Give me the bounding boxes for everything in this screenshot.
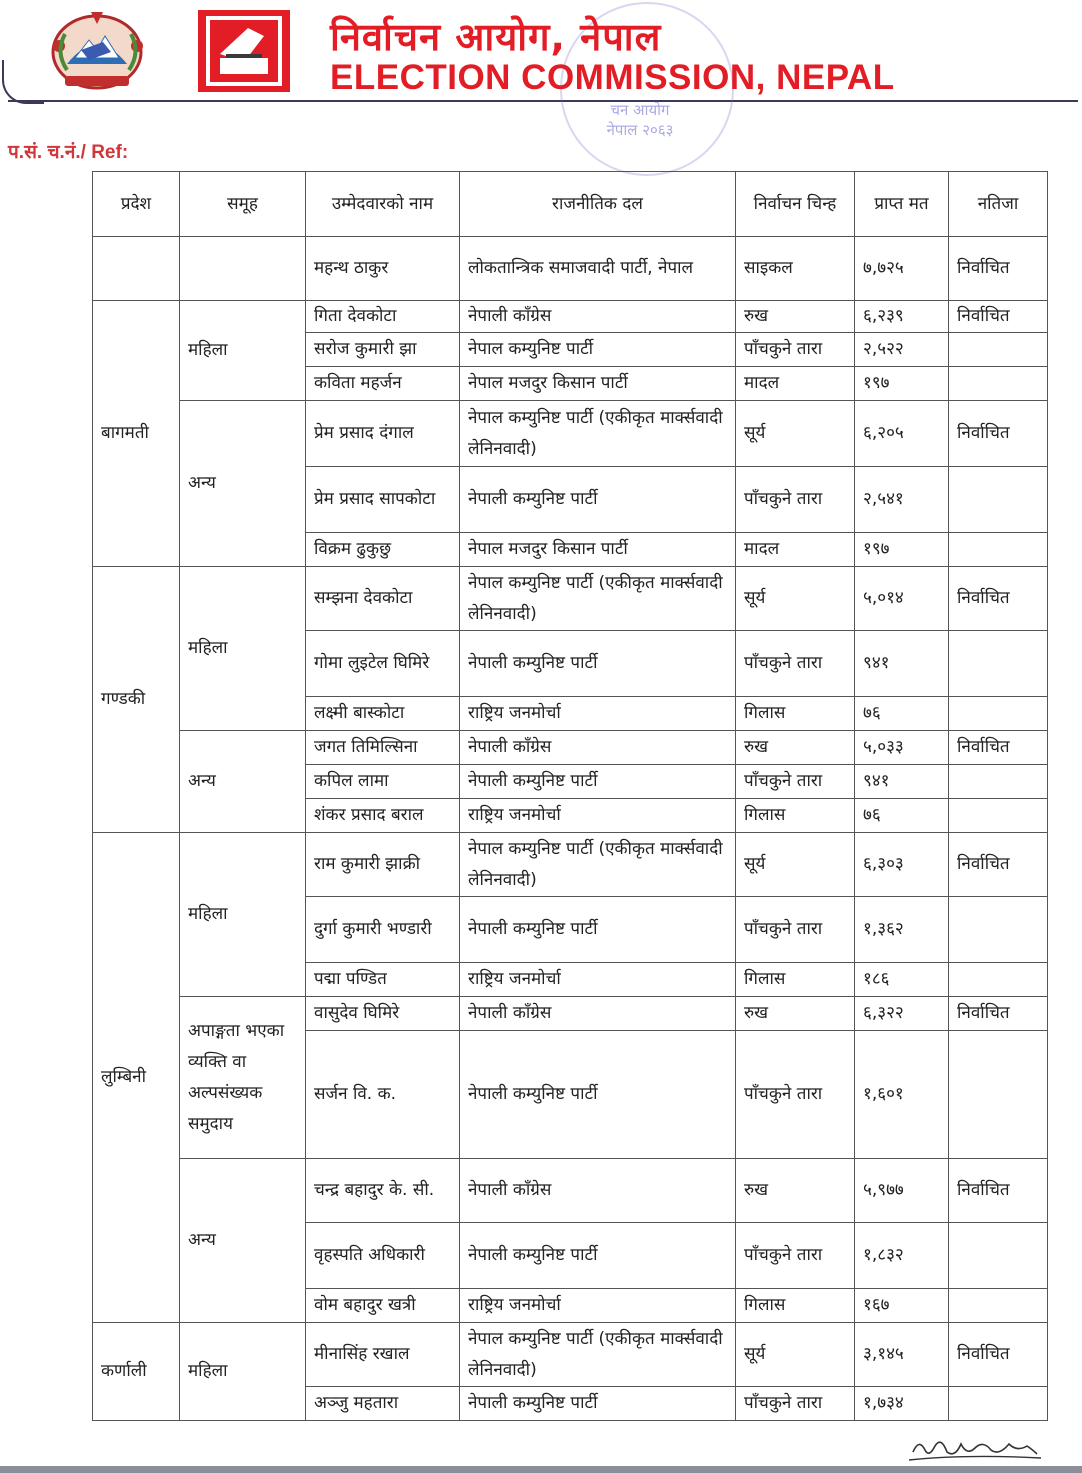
header-group: समूह	[180, 172, 306, 237]
result-cell: निर्वाचित	[949, 401, 1048, 467]
symbol-cell: पाँचकुने तारा	[736, 1387, 855, 1421]
results-table	[92, 171, 1048, 1421]
candidate-name-cell: लक्ष्मी बास्कोटा	[306, 697, 460, 731]
candidate-name-cell: अञ्जु महतारा	[306, 1387, 460, 1421]
nepal-emblem-icon	[45, 6, 150, 94]
party-cell: राष्ट्रिय जनमोर्चा	[460, 963, 736, 997]
votes-cell: २,५४१	[855, 467, 949, 533]
symbol-cell: रुख	[736, 1159, 855, 1223]
votes-cell: ७६	[855, 799, 949, 833]
group-cell: अन्य	[180, 1159, 306, 1323]
symbol-cell: पाँचकुने तारा	[736, 1223, 855, 1289]
symbol-cell: सूर्य	[736, 1323, 855, 1387]
group-cell: महिला	[180, 567, 306, 731]
header-result: नतिजा	[949, 172, 1048, 237]
symbol-cell: साइकल	[736, 237, 855, 301]
candidate-name-cell: प्रेम प्रसाद दंगाल	[306, 401, 460, 467]
candidate-name-cell: राम कुमारी झाक्री	[306, 833, 460, 897]
header-divider	[8, 100, 1078, 102]
result-cell: निर्वाचित	[949, 567, 1048, 631]
votes-cell: १,७३४	[855, 1387, 949, 1421]
symbol-cell: गिलास	[736, 1289, 855, 1323]
candidate-name-cell: जगत तिमिल्सिना	[306, 731, 460, 765]
votes-cell: १,८३२	[855, 1223, 949, 1289]
party-cell: नेपाली कम्युनिष्ट पार्टी	[460, 897, 736, 963]
letterhead	[0, 0, 1082, 139]
group-cell: अन्य	[180, 731, 306, 833]
table-row	[93, 997, 1048, 1031]
result-cell	[949, 1031, 1048, 1159]
candidate-name-cell: कपिल लामा	[306, 765, 460, 799]
candidate-name-cell: सर्जन वि. क.	[306, 1031, 460, 1159]
votes-cell: ६,३०३	[855, 833, 949, 897]
party-cell: नेपाल मजदुर किसान पार्टी	[460, 367, 736, 401]
candidate-name-cell: वोम बहादुर खत्री	[306, 1289, 460, 1323]
table-row	[93, 567, 1048, 631]
votes-cell: ६,२३९	[855, 301, 949, 333]
party-cell: नेपाल कम्युनिष्ट पार्टी (एकीकृत मार्क्सवादी लेनिनवादी)	[460, 833, 736, 897]
votes-cell: १८६	[855, 963, 949, 997]
result-cell	[949, 1289, 1048, 1323]
header-party: राजनीतिक दल	[460, 172, 736, 237]
symbol-cell: सूर्य	[736, 567, 855, 631]
province-cell: गण्डकी	[93, 567, 180, 833]
table-row	[93, 833, 1048, 897]
candidate-name-cell: सम्झना देवकोटा	[306, 567, 460, 631]
party-cell: नेपाल कम्युनिष्ट पार्टी (एकीकृत मार्क्सवादी लेनिनवादी)	[460, 401, 736, 467]
result-cell: निर्वाचित	[949, 731, 1048, 765]
votes-cell: ३,१४५	[855, 1323, 949, 1387]
symbol-cell: गिलास	[736, 697, 855, 731]
votes-cell: ६,३२२	[855, 997, 949, 1031]
title-english: ELECTION COMMISSION, NEPAL	[330, 58, 895, 97]
party-cell: नेपाली कम्युनिष्ट पार्टी	[460, 1031, 736, 1159]
party-cell: नेपाली काँग्रेस	[460, 1159, 736, 1223]
result-cell	[949, 897, 1048, 963]
header-province: प्रदेश	[93, 172, 180, 237]
header-candidate: उम्मेदवारको नाम	[306, 172, 460, 237]
votes-cell: ७६	[855, 697, 949, 731]
votes-cell: ६,२०५	[855, 401, 949, 467]
candidate-name-cell: कविता महर्जन	[306, 367, 460, 401]
symbol-cell: पाँचकुने तारा	[736, 897, 855, 963]
result-cell	[949, 533, 1048, 567]
result-cell: निर्वाचित	[949, 1323, 1048, 1387]
table-header-row	[93, 172, 1048, 237]
result-cell	[949, 1387, 1048, 1421]
symbol-cell: गिलास	[736, 799, 855, 833]
symbol-cell: मादल	[736, 533, 855, 567]
party-cell: नेपाल कम्युनिष्ट पार्टी	[460, 333, 736, 367]
party-cell: राष्ट्रिय जनमोर्चा	[460, 697, 736, 731]
table-row	[93, 731, 1048, 765]
header-border-curve	[2, 60, 44, 104]
party-cell: नेपाल मजदुर किसान पार्टी	[460, 533, 736, 567]
group-cell	[180, 237, 306, 301]
party-cell: नेपाली काँग्रेस	[460, 997, 736, 1031]
seal-stamp-text: चन आयोग नेपाल २०६३	[606, 101, 674, 139]
result-cell	[949, 765, 1048, 799]
votes-cell: ५,०३३	[855, 731, 949, 765]
candidate-name-cell: सरोज कुमारी झा	[306, 333, 460, 367]
candidate-name-cell: पद्मा पण्डित	[306, 963, 460, 997]
header-symbol: निर्वाचन चिन्ह	[736, 172, 855, 237]
party-cell: लोकतान्त्रिक समाजवादी पार्टी, नेपाल	[460, 237, 736, 301]
group-cell: अन्य	[180, 401, 306, 567]
party-cell: नेपाली कम्युनिष्ट पार्टी	[460, 765, 736, 799]
votes-cell: २,५२२	[855, 333, 949, 367]
votes-cell: ७,७२५	[855, 237, 949, 301]
group-cell: महिला	[180, 301, 306, 401]
province-cell: लुम्बिनी	[93, 833, 180, 1323]
party-cell: नेपाली कम्युनिष्ट पार्टी	[460, 1223, 736, 1289]
candidate-name-cell: विक्रम ढुकुछु	[306, 533, 460, 567]
party-cell: नेपाल कम्युनिष्ट पार्टी (एकीकृत मार्क्सवादी लेनिनवादी)	[460, 1323, 736, 1387]
result-cell: निर्वाचित	[949, 1159, 1048, 1223]
candidate-name-cell: चन्द्र बहादुर के. सी.	[306, 1159, 460, 1223]
candidate-name-cell: महन्थ ठाकुर	[306, 237, 460, 301]
candidate-name-cell: गिता देवकोटा	[306, 301, 460, 333]
result-cell: निर्वाचित	[949, 833, 1048, 897]
candidate-name-cell: शंकर प्रसाद बराल	[306, 799, 460, 833]
result-cell	[949, 799, 1048, 833]
votes-cell: १,३६२	[855, 897, 949, 963]
group-cell: अपाङ्गता भएका व्यक्ति वा अल्पसंख्यक समुदाय	[180, 997, 306, 1159]
results-body	[93, 237, 1048, 1421]
votes-cell: १९७	[855, 533, 949, 567]
party-cell: नेपाली कम्युनिष्ट पार्टी	[460, 467, 736, 533]
party-cell: राष्ट्रिय जनमोर्चा	[460, 1289, 736, 1323]
result-cell	[949, 697, 1048, 731]
symbol-cell: सूर्य	[736, 401, 855, 467]
symbol-cell: पाँचकुने तारा	[736, 1031, 855, 1159]
party-cell: नेपाली कम्युनिष्ट पार्टी	[460, 1387, 736, 1421]
result-cell	[949, 333, 1048, 367]
party-cell: नेपाली काँग्रेस	[460, 301, 736, 333]
table-row	[93, 1159, 1048, 1223]
symbol-cell: पाँचकुने तारा	[736, 631, 855, 697]
candidate-name-cell: वासुदेव घिमिरे	[306, 997, 460, 1031]
symbol-cell: पाँचकुने तारा	[736, 467, 855, 533]
votes-cell: ९४१	[855, 631, 949, 697]
votes-cell: १,६०१	[855, 1031, 949, 1159]
result-cell: निर्वाचित	[949, 997, 1048, 1031]
table-row	[93, 401, 1048, 467]
province-cell: बागमती	[93, 301, 180, 567]
group-cell: महिला	[180, 833, 306, 997]
symbol-cell: पाँचकुने तारा	[736, 333, 855, 367]
party-cell: नेपाली काँग्रेस	[460, 731, 736, 765]
header-votes: प्राप्त मत	[855, 172, 949, 237]
handwritten-signature-icon	[905, 1428, 1045, 1464]
candidate-name-cell: मीनासिंह रखाल	[306, 1323, 460, 1387]
group-cell: महिला	[180, 1323, 306, 1421]
candidate-name-cell: दुर्गा कुमारी भण्डारी	[306, 897, 460, 963]
title-nepali: निर्वाचन आयोग, नेपाल	[330, 15, 662, 59]
result-cell	[949, 367, 1048, 401]
result-cell	[949, 467, 1048, 533]
votes-cell: ९४१	[855, 765, 949, 799]
result-cell	[949, 963, 1048, 997]
votes-cell: १६७	[855, 1289, 949, 1323]
symbol-cell: रुख	[736, 731, 855, 765]
candidate-name-cell: वृहस्पति अधिकारी	[306, 1223, 460, 1289]
province-cell	[93, 237, 180, 301]
votes-cell: ५,९७७	[855, 1159, 949, 1223]
votes-cell: १९७	[855, 367, 949, 401]
symbol-cell: मादल	[736, 367, 855, 401]
reference-label: प.सं. च.नं./ Ref:	[8, 142, 129, 163]
result-cell: निर्वाचित	[949, 301, 1048, 333]
party-cell: नेपाली कम्युनिष्ट पार्टी	[460, 631, 736, 697]
party-cell: नेपाल कम्युनिष्ट पार्टी (एकीकृत मार्क्सवादी लेनिनवादी)	[460, 567, 736, 631]
result-cell: निर्वाचित	[949, 237, 1048, 301]
result-cell	[949, 631, 1048, 697]
ballot-box-icon	[198, 10, 290, 92]
candidate-name-cell: प्रेम प्रसाद सापकोटा	[306, 467, 460, 533]
symbol-cell: पाँचकुने तारा	[736, 765, 855, 799]
footer-bar	[0, 1466, 1082, 1473]
party-cell: राष्ट्रिय जनमोर्चा	[460, 799, 736, 833]
symbol-cell: रुख	[736, 301, 855, 333]
symbol-cell: रुख	[736, 997, 855, 1031]
table-row	[93, 237, 1048, 301]
result-cell	[949, 1223, 1048, 1289]
table-row	[93, 1323, 1048, 1387]
symbol-cell: गिलास	[736, 963, 855, 997]
symbol-cell: सूर्य	[736, 833, 855, 897]
province-cell: कर्णाली	[93, 1323, 180, 1421]
candidate-name-cell: गोमा लुइटेल घिमिरे	[306, 631, 460, 697]
table-row	[93, 301, 1048, 333]
votes-cell: ५,०१४	[855, 567, 949, 631]
